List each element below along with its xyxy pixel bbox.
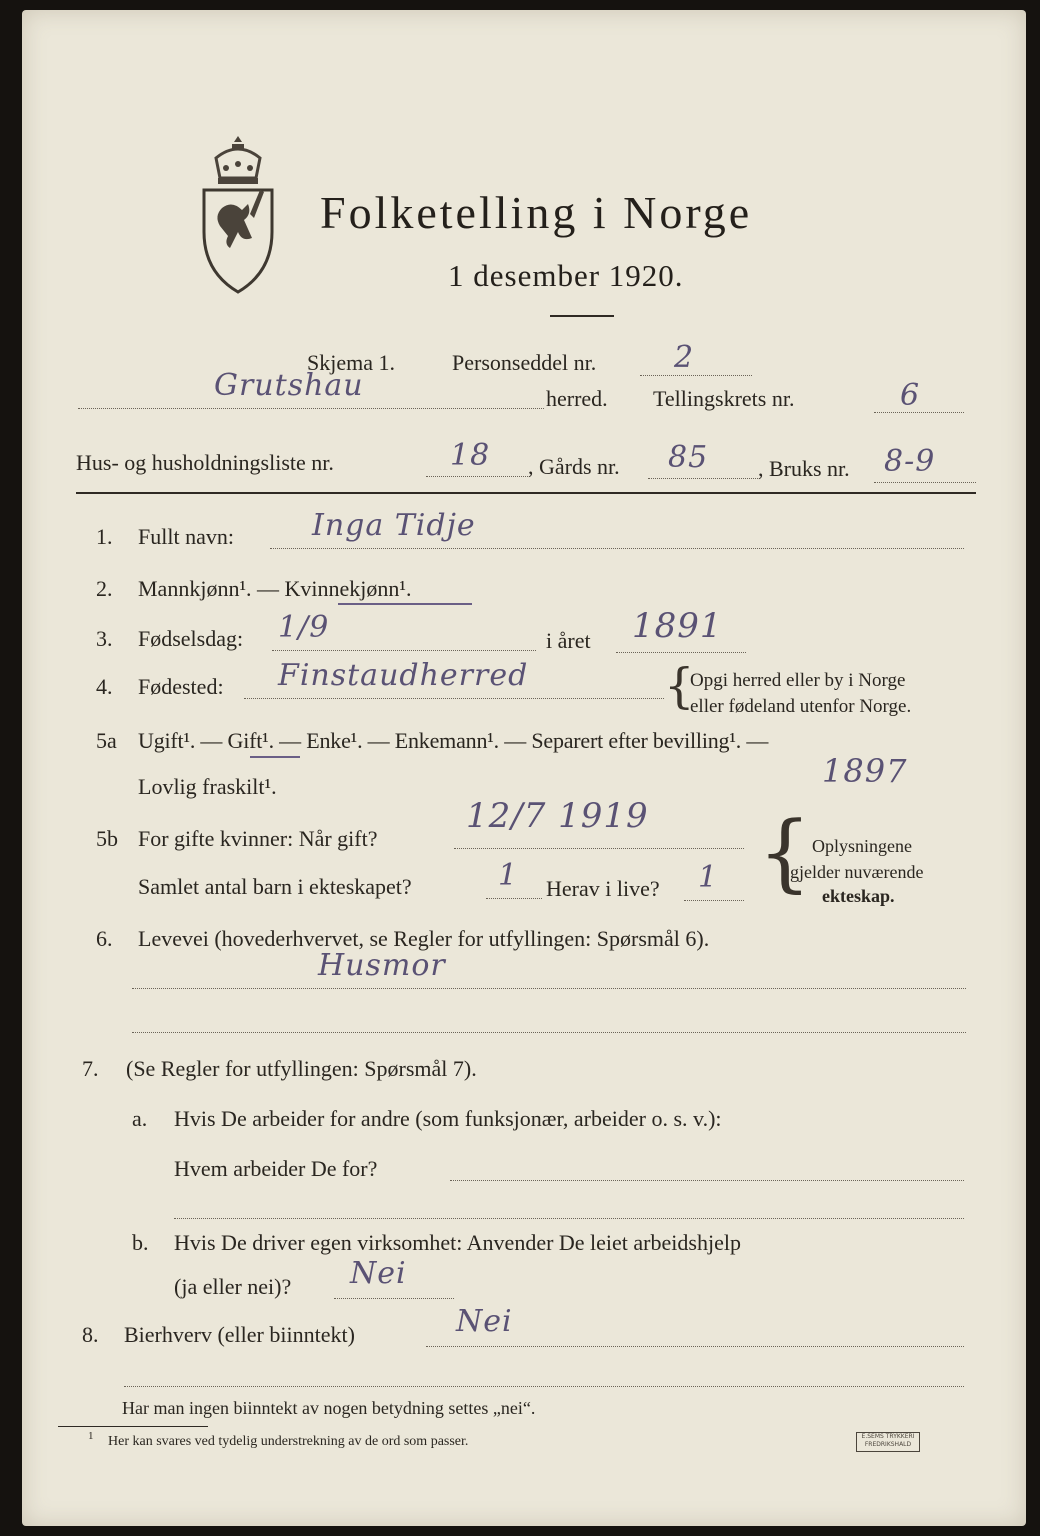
q4-brace: { — [664, 658, 695, 714]
marriage-date-value[interactable]: 12/7 1919 — [466, 796, 649, 836]
form-title: Folketelling i Norge — [320, 187, 753, 238]
q5b-note-line1: Oplysningene — [812, 836, 912, 856]
q3-number: 3. — [96, 626, 113, 651]
q5b-married-line — [454, 848, 744, 849]
q5b-children-line — [486, 898, 542, 899]
q5a-extra-year-value[interactable]: 1897 — [822, 752, 908, 790]
children-alive-value[interactable]: 1 — [698, 860, 719, 895]
q4-note-line1: Opgi herred eller by i Norge — [690, 670, 906, 691]
q5b-married-label: For gifte kvinner: Når gift? — [138, 826, 378, 851]
herred-label: herred. — [546, 386, 608, 411]
printer-city: FREDRIKSHALD — [864, 1441, 912, 1448]
q3-year-line — [616, 652, 746, 653]
q6-label: Levevei (hovederhvervet, se Regler for utfyllingen: Spørsmål 6). — [138, 926, 710, 951]
q6-line1 — [132, 988, 966, 989]
printer-stamp — [856, 1432, 920, 1452]
header-rule — [76, 492, 976, 494]
gards-line — [648, 478, 758, 479]
q4-line — [244, 698, 664, 699]
husliste-label: Hus- og husholdningsliste nr. — [76, 450, 334, 475]
census-form-page — [22, 10, 1026, 1526]
q7b-line1: Hvis De driver egen virksomhet: Anvender De leiet arbeidshjelp — [174, 1230, 741, 1255]
personseddel-value[interactable]: 2 — [674, 340, 695, 375]
q6-line2 — [132, 1032, 966, 1033]
q2-kvinnekjonn-underline — [338, 603, 472, 605]
q4-label: Fødested: — [138, 674, 224, 699]
q5b-brace: { — [758, 803, 812, 901]
q5a-number: 5a — [96, 728, 117, 753]
q6-number: 6. — [96, 926, 113, 951]
q8-line — [426, 1346, 964, 1347]
q3-label: Fødselsdag: — [138, 626, 244, 651]
q7a-line2: Hvem arbeider De for? — [174, 1156, 378, 1181]
q7-number: 7. — [82, 1056, 99, 1081]
gards-value[interactable]: 85 — [668, 440, 709, 475]
birth-date-value[interactable]: 1/9 — [278, 610, 330, 645]
footnote-mark: 1 — [88, 1430, 94, 1442]
birthplace-value[interactable]: Finstaudherred — [278, 658, 529, 693]
bruks-line — [874, 482, 976, 483]
skjema-label: Skjema 1. — [307, 350, 395, 375]
gards-label: , Gårds nr. — [528, 454, 620, 479]
footnote-text: Her kan svares ved tydelig understrekning av de ord som passer. — [108, 1434, 469, 1449]
q5a-gift-underline — [250, 756, 300, 758]
footnote-rule — [58, 1426, 208, 1427]
bruks-label: , Bruks nr. — [758, 456, 850, 481]
side-income-value[interactable]: Nei — [456, 1304, 513, 1339]
q3-date-line — [272, 650, 536, 651]
herred-line — [78, 408, 544, 409]
birth-year-value[interactable]: 1891 — [632, 606, 723, 646]
q1-label: Fullt navn: — [138, 524, 234, 549]
full-name-value[interactable]: Inga Tidje — [312, 508, 476, 543]
herred-value[interactable]: Grutshau — [214, 368, 364, 403]
q7a-answer-line2[interactable] — [174, 1218, 964, 1219]
q5b-alive-label: Herav i live? — [546, 876, 660, 901]
q7b-answer-value[interactable]: Nei — [350, 1256, 407, 1291]
q7a-answer-line[interactable] — [450, 1180, 964, 1181]
q4-note-line2: eller fødeland utenfor Norge. — [690, 696, 912, 717]
bruks-value[interactable]: 8-9 — [884, 444, 936, 479]
q2-number: 2. — [96, 576, 113, 601]
norway-coat-of-arms-icon — [198, 128, 278, 298]
q8-label: Bierhverv (eller biinntekt) — [124, 1322, 355, 1347]
q5b-children-label: Samlet antal barn i ekteskapet? — [138, 874, 412, 899]
q7-label: (Se Regler for utfyllingen: Spørsmål 7). — [126, 1056, 477, 1081]
footer-note: Har man ingen biinntekt av nogen betydning settes „nei“. — [122, 1398, 536, 1418]
tellingskrets-label: Tellingskrets nr. — [653, 386, 795, 411]
q7a-line1: Hvis De arbeider for andre (som funksjonær, arbeider o. s. v.): — [174, 1106, 722, 1131]
printer-name: E.SEMS TRYKKERI — [861, 1433, 915, 1440]
q1-line — [270, 548, 964, 549]
q4-number: 4. — [96, 674, 113, 699]
personseddel-line — [640, 375, 752, 376]
title-divider — [550, 315, 614, 317]
q5b-alive-line — [684, 900, 744, 901]
q7a-number: a. — [132, 1106, 148, 1131]
q3-year-label: i året — [546, 628, 591, 653]
q1-number: 1. — [96, 524, 113, 549]
q5a-fraskilt-option[interactable]: Lovlig fraskilt¹. — [138, 774, 277, 799]
census-date: 1 desember 1920. — [448, 258, 684, 293]
personseddel-label: Personseddel nr. — [452, 350, 597, 375]
q7b-line2: (ja eller nei)? — [174, 1274, 292, 1299]
husliste-value[interactable]: 18 — [450, 438, 491, 473]
tellingskrets-value[interactable]: 6 — [900, 378, 921, 413]
q5a-marital-options[interactable]: Ugift¹. — Gift¹. — Enke¹. — Enkemann¹. — Separert efter bevilling¹. — — [138, 728, 769, 753]
q7b-answer-line — [334, 1298, 454, 1299]
q8-line2 — [124, 1386, 964, 1387]
children-count-value[interactable]: 1 — [498, 858, 519, 893]
husliste-line — [426, 476, 528, 477]
occupation-value[interactable]: Husmor — [318, 948, 446, 983]
q2-gender-options[interactable]: Mannkjønn¹. — Kvinnekjønn¹. — [138, 576, 412, 601]
q7b-number: b. — [132, 1230, 149, 1255]
q5b-note-line2: gjelder nuværende — [790, 862, 924, 882]
q5b-note-line3: ekteskap. — [822, 886, 895, 906]
q5b-number: 5b — [96, 826, 118, 851]
q8-number: 8. — [82, 1322, 99, 1347]
